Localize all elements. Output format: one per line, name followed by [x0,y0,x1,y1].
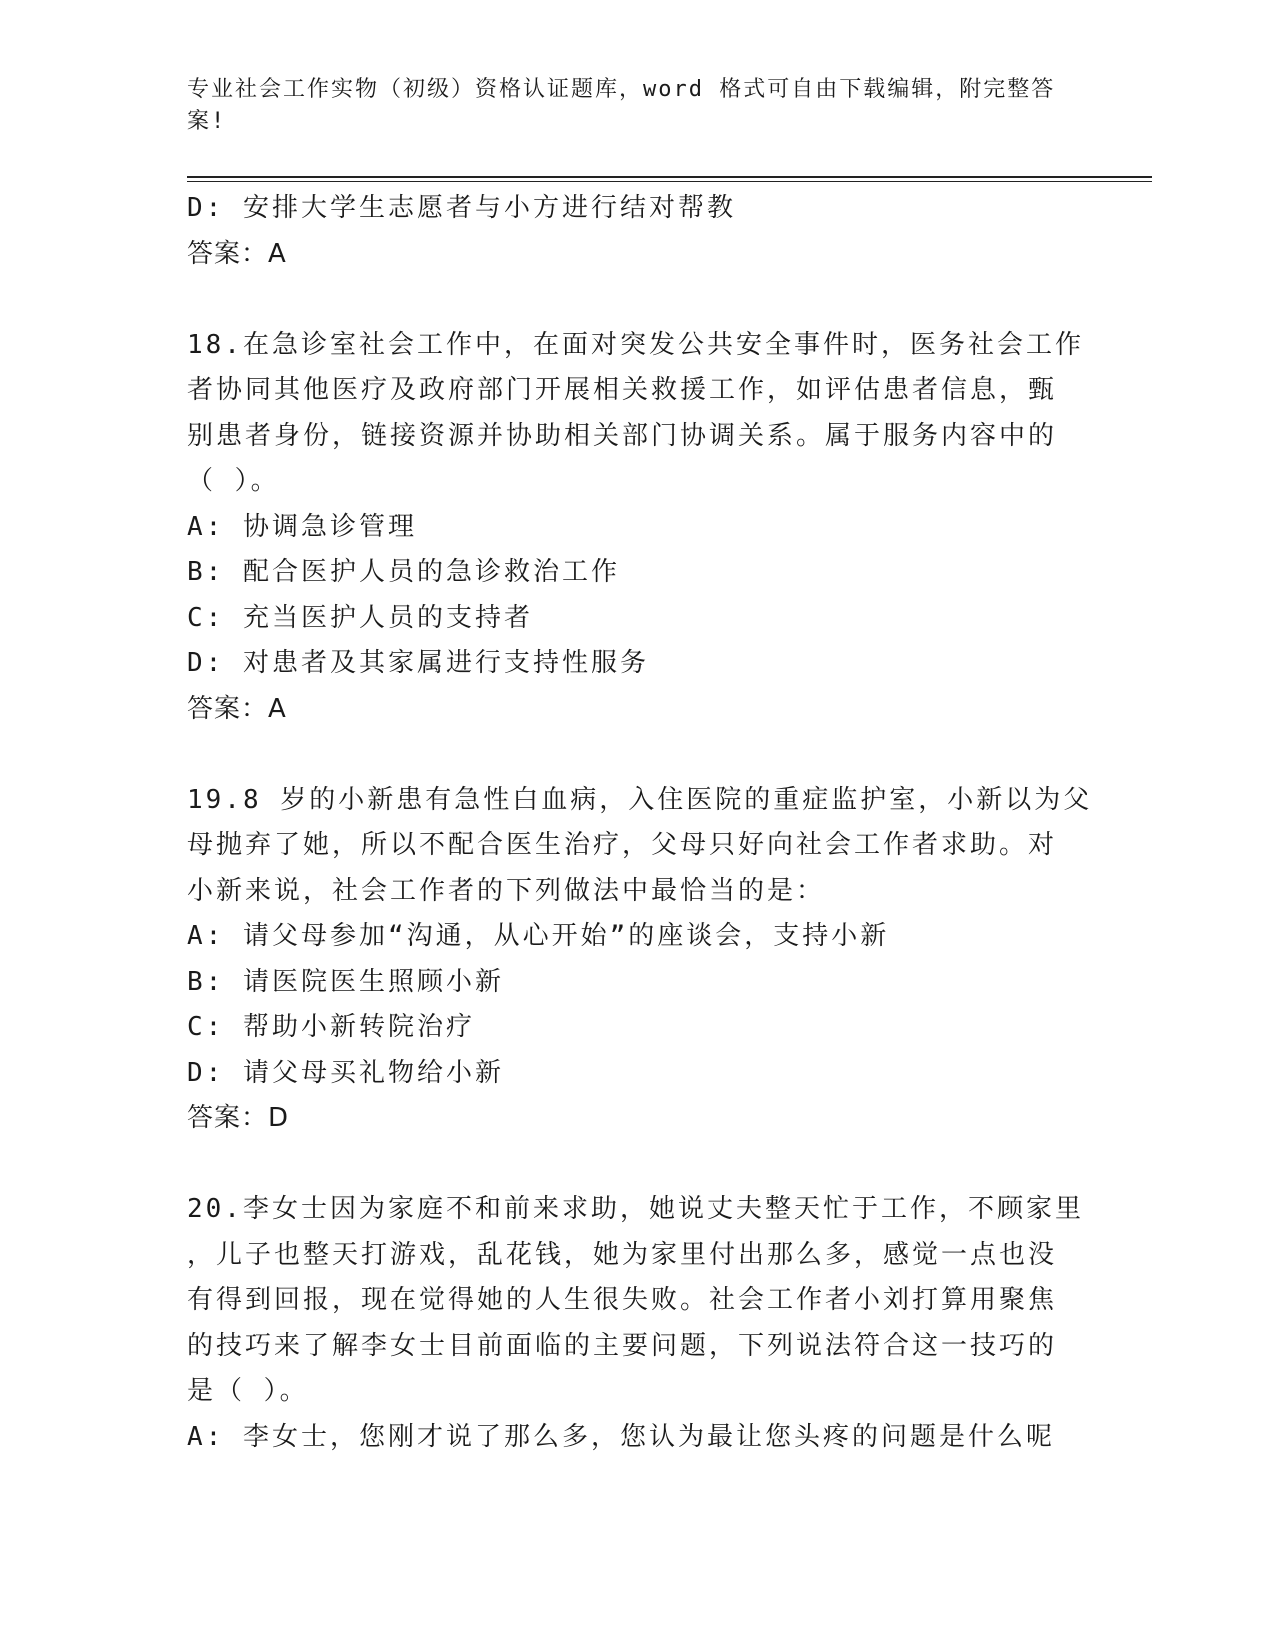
question-17-tail [187,186,1067,277]
option-a: A: 李女士，您刚才说了那么多，您认为最让您头疼的问题是什么呢 [187,1421,1055,1452]
question-20 [187,1187,1084,1460]
question-text-line: 有得到回报，现在觉得她的人生很失败。社会工作者小刘打算用聚焦 [187,1285,1058,1315]
header-divider-thick [187,176,1152,178]
option-b: B: 配合医护人员的急诊救治工作 [187,557,620,587]
spacer [187,277,1067,323]
question-18 [187,323,1084,733]
spacer [187,732,1067,778]
option-d: D: 请父母买礼物给小新 [187,1057,504,1088]
header-divider-thin [187,181,1152,182]
document-header [187,74,1087,138]
question-text-line: 18.在急诊室社会工作中，在面对突发公共安全事件时，医务社会工作 [187,329,1084,360]
answer-line: 答案：A [187,693,287,724]
question-text-line: 母抛弃了她，所以不配合医生治疗，父母只好向社会工作者求助。对 [187,830,1058,860]
document-body [187,186,1093,1460]
answer-line: 答案：A [187,238,287,269]
spacer [187,1142,1067,1188]
answer-line: 答案：D [187,1103,290,1133]
question-text-line: 者协同其他医疗及政府部门开展相关救援工作，如评估患者信息，甄 [187,375,1058,405]
header-line-2: 案! [187,109,227,134]
question-text-line: 小新来说，社会工作者的下列做法中最恰当的是： [187,875,826,906]
option-c: C: 帮助小新转院治疗 [187,1012,475,1042]
option-a: A: 协调急诊管理 [187,511,417,542]
option-d: D: 安排大学生志愿者与小方进行结对帮教 [187,193,736,223]
question-19 [187,778,1093,1142]
question-text-line: （ ）。 [187,466,280,496]
option-b: B: 请医院医生照顾小新 [187,966,504,997]
option-c: C: 充当医护人员的支持者 [187,602,533,633]
option-d: D: 对患者及其家属进行支持性服务 [187,648,649,678]
question-text-line: 19.8 岁的小新患有急性白血病，入住医院的重症监护室，小新以为父 [187,784,1093,815]
question-text-line: 是（ ）。 [187,1376,309,1406]
question-text-line: 20.李女士因为家庭不和前来求助，她说丈夫整天忙于工作，不顾家里 [187,1194,1084,1224]
option-a: A: 请父母参加“沟通，从心开始”的座谈会，支持小新 [187,921,890,951]
question-text-line: 的技巧来了解李女士目前面临的主要问题，下列说法符合这一技巧的 [187,1330,1058,1361]
header-line-1: 专业社会工作实物（初级）资格认证题库，word 格式可自由下载编辑，附完整答 [187,77,1056,102]
question-text-line: 别患者身份，链接资源并协助相关部门协调关系。属于服务内容中的 [187,420,1058,451]
question-text-line: ，儿子也整天打游戏，乱花钱，她为家里付出那么多，感觉一点也没 [187,1239,1058,1270]
